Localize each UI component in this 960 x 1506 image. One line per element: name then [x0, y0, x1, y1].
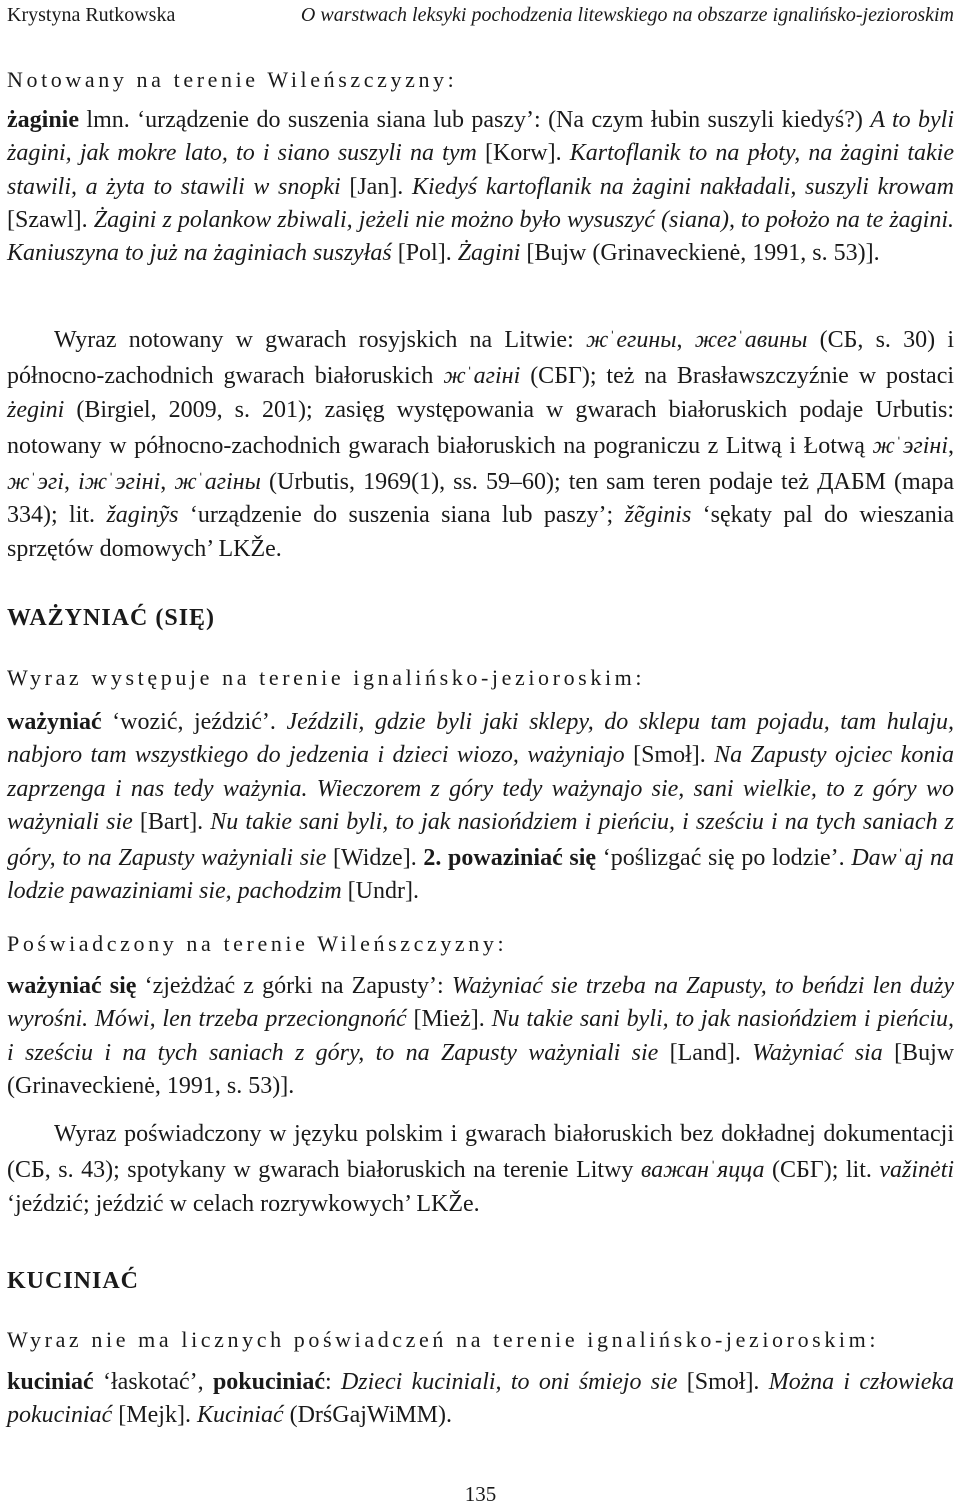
source: [Szawl]. — [7, 206, 88, 233]
form-part: ж — [443, 363, 466, 390]
cyrillic-form — [872, 433, 948, 459]
form-part: эгіні — [115, 469, 161, 496]
commentary-text: ‘urządzenie do suszenia siana lub paszy’; — [189, 502, 614, 529]
example: Dzieci kuciniali, to oni śmiejo sie — [340, 1369, 678, 1395]
commentary-text: (Birgiel, 2009, s. 201); zasięg występowania w gwarach białoruskich podaje Urbutis: notowany w północno-zachodnich gwarach białoruskich na pograniczu z Litwą i Łotwą — [7, 396, 955, 459]
example: Nu takie sani byli, to jak nasiońdziem i pieńciu, i sześciu i na tych saniach z góry, to na Zapusty ważyniali sie — [7, 1006, 954, 1066]
lithuanian-form: važinėti — [879, 1157, 955, 1184]
commentary-text: (СБ, s. 30) i północno-zachodnich gwarach białoruskich — [7, 327, 955, 390]
dialect-form: żegini — [7, 396, 65, 423]
example: Na Zapusty ojciec konia zaprzenga i nas tedy ważynia. Wieczorem z góry tedy ważynajo sie, sani wielkie, to z góry wo ważyniali sie — [7, 742, 955, 835]
zaginie-entry — [7, 104, 954, 270]
cyrillic-form — [7, 469, 64, 495]
lithuanian-form: žaginỹs — [106, 502, 179, 529]
stress-mark: ˈ — [897, 845, 904, 866]
kuciniac-entry: kuciniać ‘łaskotać’, pokuciniać: Dzieci kuciniali, to oni śmiejo sie [Smoł]. Można i człowieka pokuciniać [Mejk]. Kuciniać (DrśGajWiMM). — [7, 1369, 955, 1429]
source: [Mież]. — [413, 1006, 485, 1033]
source: [Widze]. — [333, 845, 417, 872]
form-part: эгі — [37, 469, 64, 496]
gloss: ‘poślizgać się po lodzie’. — [602, 845, 845, 872]
headword: ważyniać — [7, 709, 102, 735]
source: [Pol]. — [397, 240, 452, 267]
example: Ważyniać sia — [752, 1039, 883, 1066]
source: [Jan]. — [349, 173, 404, 200]
stress-mark: ˈ — [737, 327, 744, 347]
running-head — [7, 2, 954, 28]
entry-heading-wazyniac: WAŻYNIAĆ (SIĘ) — [7, 605, 216, 631]
form-part: агіні — [473, 363, 521, 390]
form-part: ж — [585, 327, 609, 353]
stress-mark: ˈ — [197, 469, 204, 490]
form-part: авины — [744, 327, 808, 353]
source: (DrśGajWiMM). — [289, 1402, 452, 1429]
commentary-text: ‘jeździć; jeździć w celach rozrywkowych’ LKŽe. — [7, 1190, 480, 1217]
wazyniac-entry-2 — [7, 970, 954, 1103]
source: [Bart]. — [139, 808, 204, 835]
source: [Undr]. — [347, 878, 419, 905]
lithuanian-form: žẽginis — [624, 502, 692, 529]
commentary-text: Wyraz notowany w gwarach rosyjskich na Litwie: — [54, 327, 574, 353]
form-part: яцца — [717, 1157, 765, 1184]
cyrillic-form — [174, 469, 261, 495]
example: Jeździli, gdzie byli jaki sklepy, do sklepu tam pojadu, tam hulaju, nabjoro tam wszystkiego do jedzenia i dzieci wiozo, ważyniajo — [7, 709, 955, 769]
example: Nu takie sani byli, to jak nasiońdziem i pieńciu, i sześciu i na tych saniach z góry, to na Zapusty ważyniali sie — [7, 808, 955, 872]
source: [Bujw (Grinaveckienė, 1991, s. 53)]. — [7, 1039, 955, 1099]
source: [Mejk]. — [118, 1402, 191, 1429]
commentary-text: (СБГ); lit. — [772, 1157, 872, 1184]
running-head-author: Krystyna Rutkowska — [7, 4, 176, 26]
gloss: ‘urządzenie do suszenia siana lub paszy’ — [137, 107, 534, 133]
example-part: Daw — [851, 845, 897, 872]
form-part: важан — [640, 1157, 710, 1184]
form-part: эгіні — [902, 432, 948, 459]
wazyniac-commentary — [7, 1118, 954, 1221]
commentary-text: Wyraz poświadczony w języku polskim i gwarach białoruskich bez dokładnej dokumentacji (СБ, s. 43); spotykany w gwarach białoruskich na terenie Litwy — [7, 1121, 954, 1184]
gram-label: lmn. — [86, 107, 130, 133]
commentary-text: (Urbutis, 1969(1), ss. 59–60); ten sam teren podaje też ДАБМ (mapa 334); lit. — [7, 469, 955, 529]
gloss: ‘zjeżdżać z górki na Zapusty’: — [144, 973, 444, 999]
headword: kuciniać — [7, 1369, 94, 1395]
entry-heading-kuciniac: KUCINIAĆ — [7, 1268, 140, 1294]
cyrillic-form — [695, 327, 808, 353]
zaginie-lead: Notowany na terenie Wileńszczyzny: — [7, 67, 458, 92]
running-head-title: O warstwach leksyki pochodzenia litewskiego na obszarze ignalińsko-jezioroskim — [300, 4, 954, 26]
source: [Smoł]. — [686, 1369, 760, 1395]
gloss: ‘wozić, jeździć’. — [112, 709, 276, 735]
example-part: aj na lodzie pawaziniami sie, pachodzim — [7, 845, 955, 905]
example: Kartoflanik to na płoty, na żagini takie stawili, a żyta to stawili w snopki — [7, 140, 955, 200]
example: Żagini z polankow zbiwali, jeżeli nie możno było wysuszyć (siana), to położo na te żagini. Kaniuszyna to już na żaginiach suszyłaś — [7, 206, 955, 267]
question: : (Na czym łubin suszyli kiedyś?) — [534, 107, 863, 133]
form-part: ж — [872, 432, 895, 459]
example: A to byli żagini, jak mokre lato, to i siano suszyli na tym — [7, 107, 955, 167]
stress-mark: ˈ — [609, 327, 616, 347]
headword: ważyniać się — [7, 973, 137, 999]
form-part: жег — [694, 327, 737, 353]
form-part: агіны — [204, 469, 261, 496]
cyrillic-form — [78, 469, 160, 495]
cyrillic-form — [586, 327, 677, 353]
example: Kuciniać — [196, 1402, 284, 1429]
commentary-text: ‘sękaty pal do wieszania sprzętów domowych’ LKŽe. — [7, 502, 955, 562]
wazyniac-lead-2: Poświadczony na terenie Wileńszczyzny: — [7, 931, 508, 956]
example: Ważyniać sie trzeba na Zapusty, to beńdzi len duży wyrośni. Mówi, len trzeba przeciongnońć — [7, 973, 954, 1033]
wazyniac-lead: Wyraz występuje na terenie ignalińsko-jezioroskim: — [7, 665, 646, 690]
zaginie-commentary: Wyraz notowany w gwarach rosyjskich na Litwie: жˈегины, жегˈавины (СБ, s. 30) i północno-zachodnich gwarach białoruskich жˈагіні (СБГ); też na Brasławszczyźnie w postaci żegini (Birgiel, 2009, s. 201); zasięg występowania w gwarach białoruskich podaje Urbutis: notowany w północno-zachodnich gwarach białoruskich na pograniczu z Litwą i Łotwą жˈэгіні, жˈэгі, іжˈэгіні, жˈагіны (Urbutis, 1969(1), ss. 59–60); ten sam teren podaje też ДАБМ (mapa 334); lit. žaginỹs ‘urządzenie do suszenia siana lub paszy’; žẽginis ‘sękaty pal do wieszania sprzętów domowych’ LKŽe. — [7, 327, 955, 562]
stress-mark: ˈ — [895, 432, 902, 453]
headword: żaginie — [7, 107, 79, 133]
cyrillic-form — [641, 1157, 765, 1183]
commentary-text: (СБГ); też na Brasławszczyźnie w postaci — [530, 363, 955, 390]
page-number: 135 — [464, 1482, 497, 1506]
headword: powaziniać się — [448, 845, 597, 872]
commentary-text: , — [676, 327, 683, 353]
example: Kiedyś kartoflanik na żagini nakładali, suszyli krowam — [411, 173, 955, 200]
stress-mark: ˈ — [108, 469, 115, 490]
form-part: ж — [174, 469, 197, 496]
form-part: ж — [7, 469, 30, 496]
example: Można i człowieka pokuciniać — [7, 1369, 955, 1429]
stress-mark: ˈ — [30, 469, 37, 490]
wazyniac-entry — [7, 706, 954, 909]
form-part: егины — [616, 327, 677, 353]
source: [Smoł]. — [633, 742, 706, 769]
source: [Bujw (Grinaveckienė, 1991, s. 53)]. — [526, 240, 880, 267]
source: [Korw]. — [484, 140, 562, 167]
form-part: іж — [78, 469, 108, 496]
cyrillic-form — [443, 363, 520, 389]
stress-mark: ˈ — [710, 1157, 717, 1178]
kuciniac-lead: Wyraz nie ma licznych poświadczeń na terenie ignalińsko-jezioroskim: — [7, 1327, 880, 1352]
gloss: ‘łaskotać’, — [103, 1369, 204, 1395]
sense-number: 2. — [423, 845, 442, 872]
headword: pokuciniać — [212, 1369, 325, 1395]
source: [Land]. — [669, 1039, 741, 1066]
stress-mark: ˈ — [466, 363, 473, 384]
example: Żagini — [457, 240, 521, 267]
